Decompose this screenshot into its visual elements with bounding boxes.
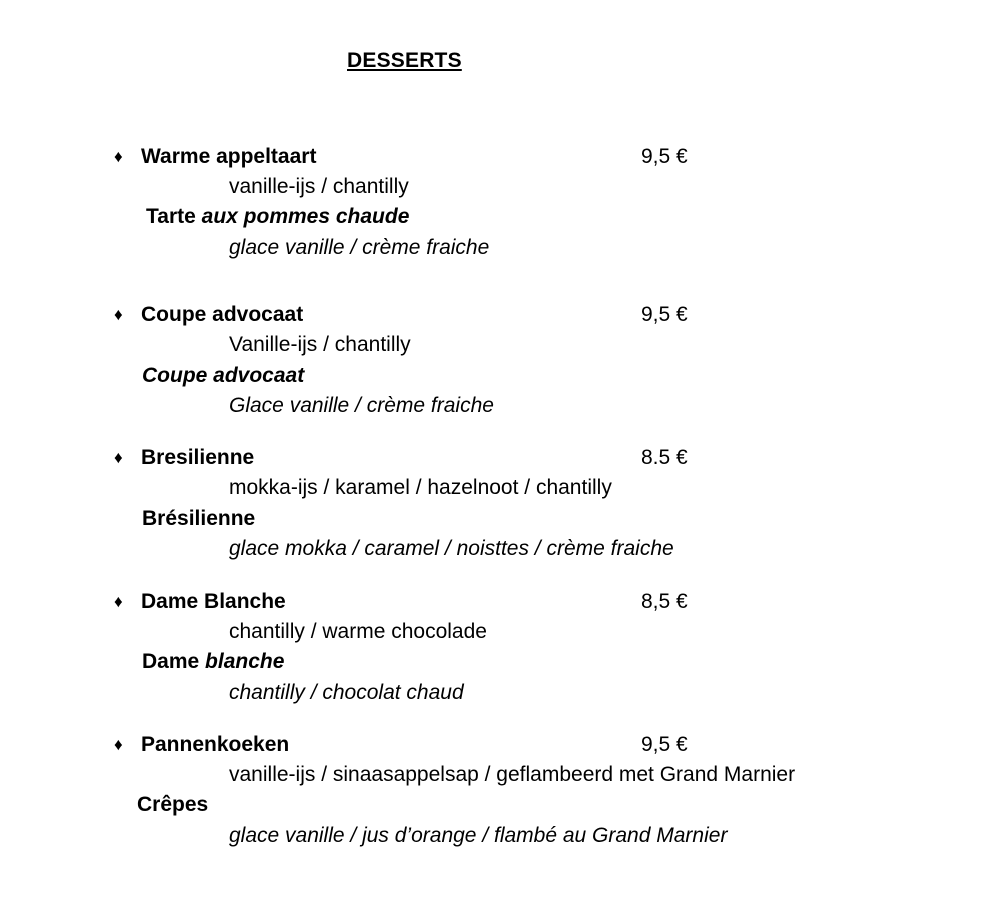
item-description-fr: Glace vanille / crème fraiche xyxy=(229,394,494,417)
item-name-fr xyxy=(142,365,304,387)
item-name-fr-italic: aux pommes chaude xyxy=(201,205,410,228)
item-name-nl: Bresilienne xyxy=(141,446,255,469)
item-name-nl: Pannenkoeken xyxy=(141,733,290,756)
diamond-bullet-icon: ♦ xyxy=(114,592,123,611)
item-description-fr: glace mokka / caramel / noisttes / crème fraiche xyxy=(229,537,674,560)
item-name-fr xyxy=(137,794,208,816)
item-name-fr-plain: Tarte xyxy=(146,205,202,228)
item-description-fr: chantilly / chocolat chaud xyxy=(229,681,464,704)
item-description-fr: glace vanille / jus d’orange / flambé au Grand Marnier xyxy=(229,824,728,847)
item-name-fr xyxy=(142,651,284,673)
item-price: 9,5 € xyxy=(641,145,688,168)
item-description-fr: glace vanille / crème fraiche xyxy=(229,236,490,259)
item-name-fr-italic: blanche xyxy=(205,650,285,673)
item-description-nl: chantilly / warme chocolade xyxy=(229,620,487,643)
item-name-nl: Warme appeltaart xyxy=(141,145,317,168)
diamond-bullet-icon: ♦ xyxy=(114,147,123,166)
item-description-nl: Vanille-ijs / chantilly xyxy=(229,333,411,356)
item-name-nl: Coupe advocaat xyxy=(141,303,304,326)
item-name-fr xyxy=(142,508,255,530)
item-price: 8.5 € xyxy=(641,446,688,469)
item-description-nl: mokka-ijs / karamel / hazelnoot / chantilly xyxy=(229,476,612,499)
item-name-fr-plain: Brésilienne xyxy=(142,507,256,530)
diamond-bullet-icon: ♦ xyxy=(114,448,123,467)
item-name-fr-italic: Coupe advocaat xyxy=(142,364,305,387)
page-title: DESSERTS xyxy=(347,49,462,72)
item-name-fr-plain: Dame xyxy=(142,650,206,673)
diamond-bullet-icon: ♦ xyxy=(114,305,123,324)
item-name-nl: Dame Blanche xyxy=(141,590,286,613)
item-description-nl: vanille-ijs / chantilly xyxy=(229,175,409,198)
item-price: 9,5 € xyxy=(641,303,688,326)
item-description-nl: vanille-ijs / sinaasappelsap / geflambeerd met Grand Marnier xyxy=(229,763,796,786)
item-price: 9,5 € xyxy=(641,733,688,756)
item-price: 8,5 € xyxy=(641,590,688,613)
item-name-fr xyxy=(146,206,409,228)
diamond-bullet-icon: ♦ xyxy=(114,735,123,754)
item-name-fr-plain: Crêpes xyxy=(137,793,209,816)
